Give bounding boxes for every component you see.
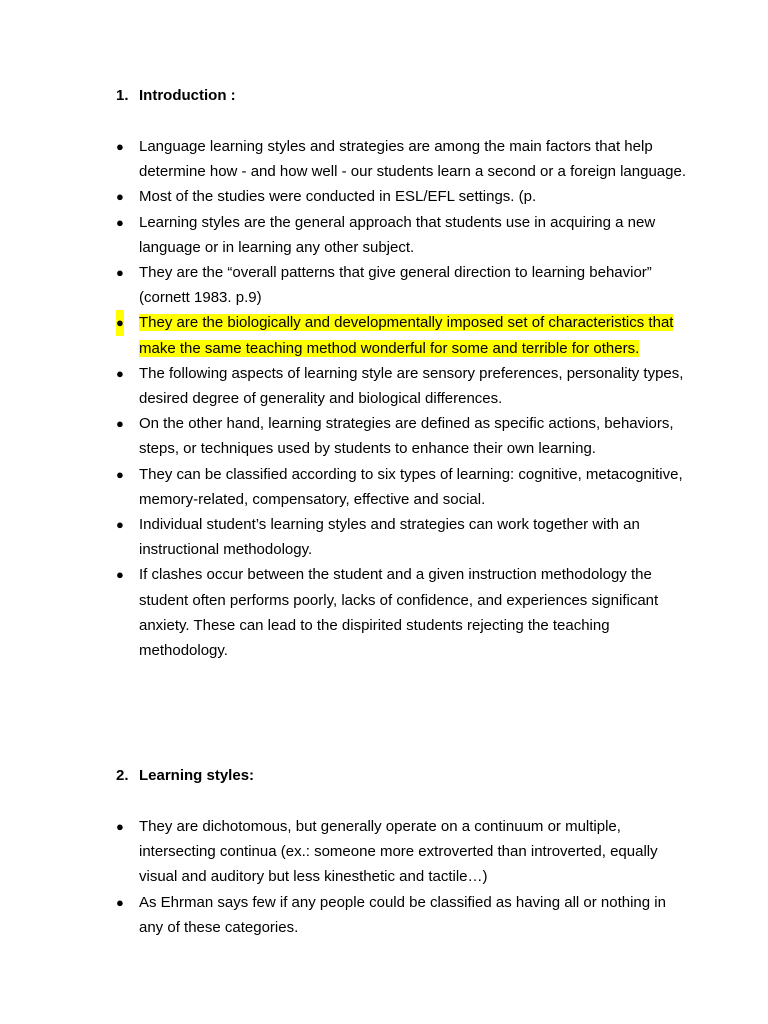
bullet-icon: ● <box>116 189 124 205</box>
bullet-icon: ● <box>116 819 124 834</box>
bullet-text: They can be classified according to six types of learning: cognitive, metacognitive, memory-related, compensatory, effective and social. <box>139 465 683 508</box>
list-item <box>116 411 686 461</box>
list-item <box>116 134 686 184</box>
section-title: Introduction : <box>139 87 236 104</box>
list-item <box>116 890 686 940</box>
bullet-icon: ● <box>116 466 124 482</box>
bullet-icon: ● <box>116 214 124 230</box>
list-item <box>116 260 686 310</box>
list-item <box>116 462 686 512</box>
bullet-text: As Ehrman says few if any people could be classified as having all or nothing in any of these categories. <box>139 893 666 936</box>
section-heading-introduction <box>116 83 236 108</box>
learning-styles-bullet-list <box>116 814 686 940</box>
section-number: 1. <box>116 87 129 104</box>
bullet-icon: ● <box>116 365 124 381</box>
list-item <box>116 512 686 562</box>
bullet-text: They are dichotomous, but generally operate on a continuum or multiple, intersecting continua (ex.: someone more extroverted than introverted, equally visual and auditory but less kinesthetic and tactile…) <box>139 818 658 886</box>
list-item <box>116 562 686 663</box>
list-item <box>116 361 686 411</box>
bullet-icon: ● <box>116 139 124 154</box>
bullet-text: If clashes occur between the student and a given instruction methodology the student often performs poorly, lacks of confidence, and experiences significant anxiety. These can lead to the dispirited students rejecting the teaching methodology. <box>139 566 659 660</box>
bullet-text: The following aspects of learning style are sensory preferences, personality types, desired degree of generality and biological differences. <box>139 364 684 408</box>
list-item <box>116 184 686 209</box>
bullet-text: Learning styles are the general approach that students use in acquiring a new language or in learning any other subject. <box>139 213 656 256</box>
bullet-icon: ● <box>116 310 124 335</box>
bullet-icon: ● <box>116 894 124 910</box>
bullet-icon: ● <box>116 517 124 533</box>
bullet-icon: ● <box>116 416 124 432</box>
section-title: Learning styles: <box>139 767 255 784</box>
bullet-text: They are the “overall patterns that give general direction to learning behavior” (cornett 1983. p.9) <box>139 264 652 307</box>
bullet-icon: ● <box>116 265 124 281</box>
bullet-text: On the other hand, learning strategies are defined as specific actions, behaviors, steps, or techniques used by students to enhance their own learning. <box>139 415 674 458</box>
bullet-icon: ● <box>116 567 124 583</box>
list-item <box>116 210 686 260</box>
section-number: 2. <box>116 767 129 784</box>
section-heading-learning-styles <box>116 763 254 788</box>
list-item <box>116 814 686 890</box>
introduction-bullet-list <box>116 134 686 663</box>
bullet-text: Language learning styles and strategies are among the main factors that help determine how - and how well - our students learn a second or a foreign language. <box>139 138 686 181</box>
bullet-text: Most of the studies were conducted in ESL/EFL settings. (p. <box>139 188 537 206</box>
highlighted-list-item <box>116 310 686 360</box>
bullet-text: Individual student’s learning styles and strategies can work together with an instructional methodology. <box>139 516 640 559</box>
highlighted-bullet-text: They are the biologically and developmentally imposed set of characteristics that make the same teaching method wonderful for some and terrible for others. <box>139 314 674 357</box>
